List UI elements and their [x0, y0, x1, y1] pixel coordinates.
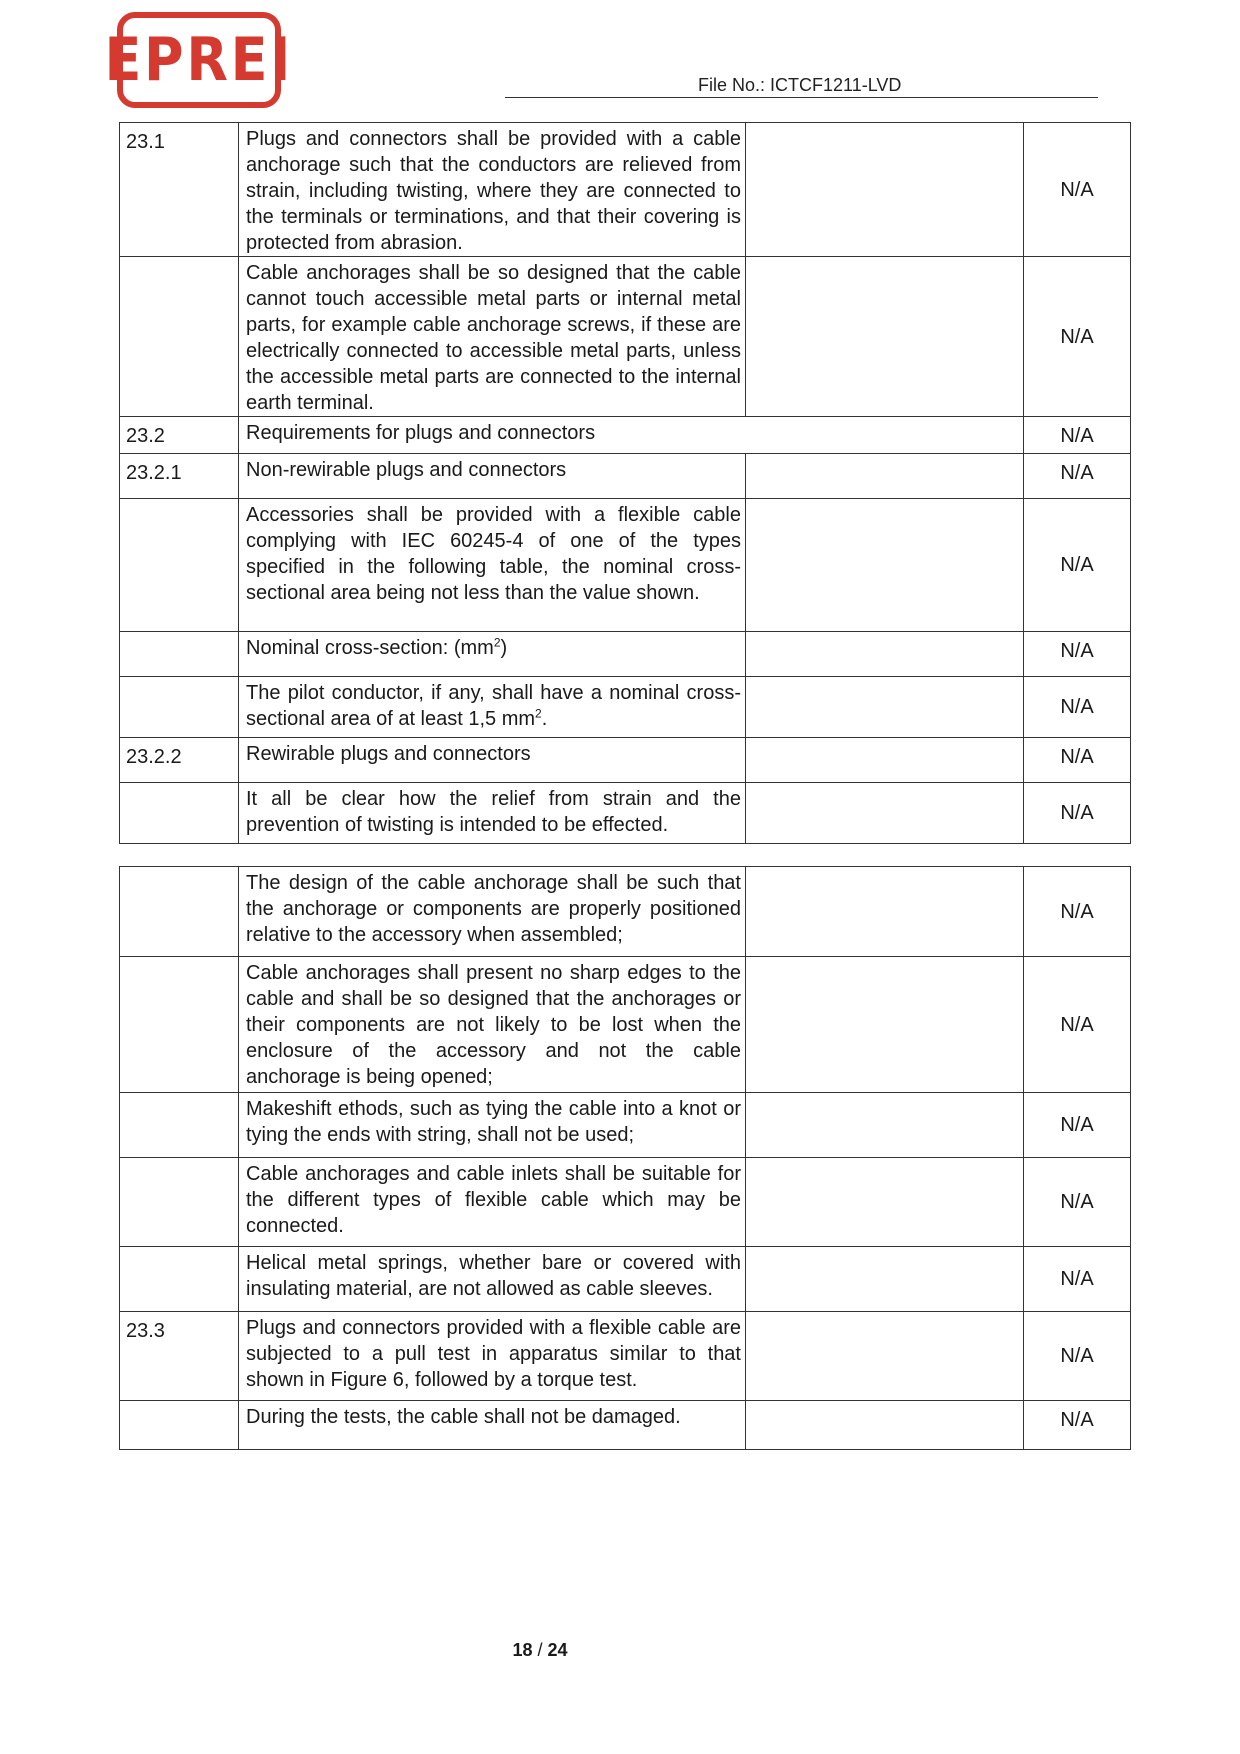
clause-cell: 23.1 — [120, 123, 239, 257]
result-cell — [746, 738, 1024, 783]
verdict-cell: N/A — [1024, 783, 1131, 844]
table-row — [120, 1312, 1131, 1401]
page-number — [0, 1640, 1080, 1661]
verdict-cell: N/A — [1024, 632, 1131, 677]
verdict-cell: N/A — [1024, 677, 1131, 738]
table-row — [120, 257, 1131, 417]
table-row — [120, 677, 1131, 738]
clause-cell — [120, 257, 239, 417]
verdict-cell: N/A — [1024, 738, 1131, 783]
result-cell — [746, 957, 1024, 1093]
superscript: 2 — [535, 706, 542, 721]
requirements-table-2 — [119, 866, 1131, 1450]
clause-cell — [120, 632, 239, 677]
clause-cell — [120, 677, 239, 738]
result-cell — [746, 1247, 1024, 1312]
verdict-cell: N/A — [1024, 1312, 1131, 1401]
requirement-cell: Plugs and connectors provided with a flexible cable are subjected to a pull test in apparatus similar to that shown in Figure 6, followed by a torque test. — [239, 1312, 746, 1401]
clause-cell — [120, 499, 239, 632]
requirement-cell: Cable anchorages shall present no sharp edges to the cable and shall be so designed that the anchorages or their components are not likely to be lost when the enclosure of the accessory and not the cable anchorage is being opened; — [239, 957, 746, 1093]
requirement-cell: Cable anchorages and cable inlets shall be suitable for the different types of flexible cable which may be connected. — [239, 1158, 746, 1247]
result-cell — [746, 499, 1024, 632]
table-row — [120, 454, 1131, 499]
verdict-cell: N/A — [1024, 1247, 1131, 1312]
clause-cell: 23.2.1 — [120, 454, 239, 499]
requirement-tail: . — [541, 708, 548, 730]
requirement-cell: The design of the cable anchorage shall be such that the anchorage or components are properly positioned relative to the accessory when assembled; — [239, 867, 746, 957]
result-cell — [746, 1158, 1024, 1247]
table-row — [120, 499, 1131, 632]
table-row — [120, 1158, 1131, 1247]
result-cell — [746, 1093, 1024, 1158]
table-row — [120, 1401, 1131, 1450]
verdict-cell: N/A — [1024, 454, 1131, 499]
requirement-cell: Non-rewirable plugs and connectors — [239, 454, 746, 499]
result-cell — [746, 454, 1024, 499]
clause-cell — [120, 1158, 239, 1247]
table-row — [120, 1247, 1131, 1312]
verdict-cell: N/A — [1024, 257, 1131, 417]
requirement-cell: Cable anchorages shall be so designed that the cable cannot touch accessible metal parts or internal metal parts, for example cable anchorage screws, if these are electrically connected to accessible metal parts, unless the accessible metal parts are connected to the internal earth terminal. — [239, 257, 746, 417]
requirement-cell: It all be clear how the relief from strain and the prevention of twisting is intended to be effected. — [239, 783, 746, 844]
page-separator: / — [532, 1640, 548, 1660]
logo-text: EPREI — [104, 25, 294, 95]
eprei-logo — [104, 12, 294, 108]
requirement-cell: During the tests, the cable shall not be damaged. — [239, 1401, 746, 1450]
table-row — [120, 632, 1131, 677]
page-current: 18 — [512, 1640, 533, 1660]
result-cell — [746, 257, 1024, 417]
table-row — [120, 738, 1131, 783]
table-row — [120, 123, 1131, 257]
requirement-cell: Makeshift ethods, such as tying the cable into a knot or tying the ends with string, shall not be used; — [239, 1093, 746, 1158]
clause-cell — [120, 783, 239, 844]
table-row — [120, 867, 1131, 957]
requirement-text: Nominal cross-section: (mm — [246, 637, 494, 659]
clause-cell — [120, 957, 239, 1093]
requirement-cell: Plugs and connectors shall be provided with a cable anchorage such that the conductors are relieved from strain, including twisting, where they are connected to the terminals or terminations, and that their covering is protected from abrasion. — [239, 123, 746, 257]
header-divider — [505, 97, 1098, 98]
requirements-table-1 — [119, 122, 1131, 844]
verdict-cell: N/A — [1024, 957, 1131, 1093]
requirement-cell — [239, 677, 746, 738]
verdict-cell: N/A — [1024, 867, 1131, 957]
result-cell — [746, 677, 1024, 738]
verdict-cell: N/A — [1024, 123, 1131, 257]
page-total: 24 — [547, 1640, 568, 1660]
table-row — [120, 957, 1131, 1093]
requirement-cell: Accessories shall be provided with a flexible cable complying with IEC 60245-4 of one of the types specified in the following table, the nominal cross-sectional area being not less than the value shown. — [239, 499, 746, 632]
requirement-text: The pilot conductor, if any, shall have a nominal cross-sectional area of at least 1,5 mm — [246, 682, 741, 730]
verdict-cell: N/A — [1024, 499, 1131, 632]
clause-cell — [120, 1401, 239, 1450]
requirement-tail: ) — [500, 637, 508, 659]
clause-cell: 23.2 — [120, 417, 239, 454]
requirement-cell: Requirements for plugs and connectors — [239, 417, 1024, 454]
result-cell — [746, 632, 1024, 677]
result-cell — [746, 867, 1024, 957]
table-row — [120, 1093, 1131, 1158]
verdict-cell: N/A — [1024, 1158, 1131, 1247]
table-row — [120, 783, 1131, 844]
requirement-cell — [239, 632, 746, 677]
verdict-cell: N/A — [1024, 1401, 1131, 1450]
verdict-cell: N/A — [1024, 417, 1131, 454]
file-number: File No.: ICTCF1211-LVD — [698, 75, 902, 95]
clause-cell: 23.2.2 — [120, 738, 239, 783]
result-cell — [746, 783, 1024, 844]
verdict-cell: N/A — [1024, 1093, 1131, 1158]
result-cell — [746, 1312, 1024, 1401]
clause-cell: 23.3 — [120, 1312, 239, 1401]
result-cell — [746, 1401, 1024, 1450]
superscript: 2 — [493, 635, 501, 650]
requirement-cell: Rewirable plugs and connectors — [239, 738, 746, 783]
clause-cell — [120, 1247, 239, 1312]
table-row — [120, 417, 1131, 454]
result-cell — [746, 123, 1024, 257]
clause-cell — [120, 867, 239, 957]
requirement-cell: Helical metal springs, whether bare or covered with insulating material, are not allowed as cable sleeves. — [239, 1247, 746, 1312]
clause-cell — [120, 1093, 239, 1158]
